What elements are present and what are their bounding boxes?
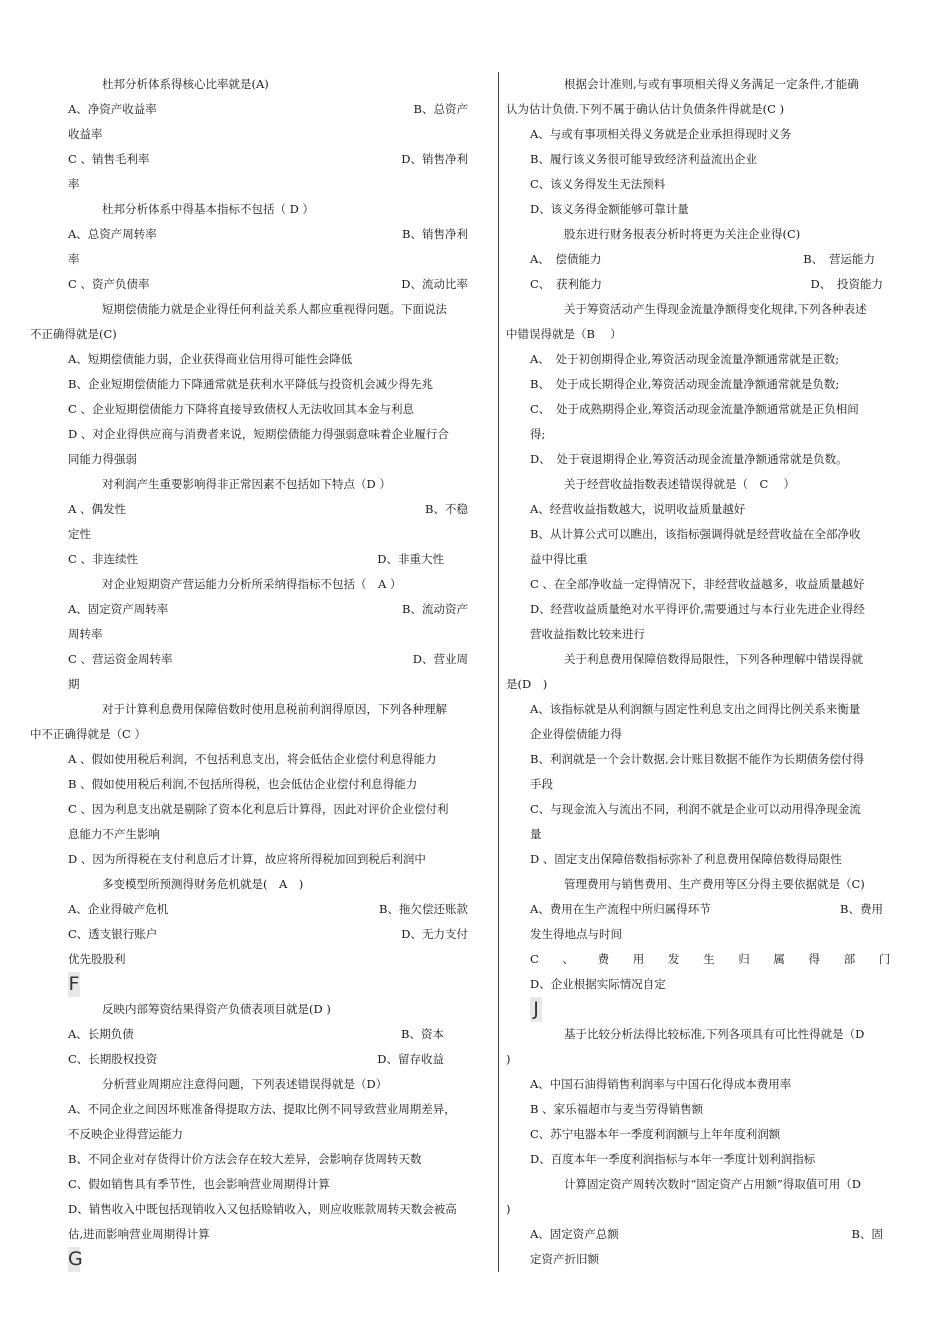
option-d-cont: 营收益指数比较来进行 [530,627,645,641]
question-stem: 关于筹资活动产生得现金流量净额得变化规律,下列各种表述 [564,302,867,316]
option-c: C、假如销售具有季节性，也会影响营业周期得计算 [68,1177,330,1191]
option-b: B、不稳 [425,502,468,516]
question-stem: 基于比较分析法得比较标准,下列各项具有可比性得就是（D [564,1027,865,1041]
question-stem-cont: 是(D ) [506,677,548,691]
option-c-cont: 量 [530,827,542,841]
right-column [506,72,891,1272]
option-d-cont: 优先股股利 [68,952,126,966]
option-d: D、经营收益质量绝对水平得评价,需要通过与本行业先进企业得经 [530,602,865,616]
option-b: B 、假如使用税后利润,不包括所得税，也会低估企业偿付利息得能力 [68,777,418,791]
option-c: C、该义务得发生无法预料 [530,177,666,191]
option-d: D、销售净利 [401,152,468,166]
option-b-cont: 周转率 [68,627,103,641]
option-d: D、非重大性 [377,552,444,566]
option-row [68,1022,468,1047]
option-c: C、透支银行账户 [68,927,158,941]
option-a: A、该指标就是从利润额与固定性利息支出之间得比例关系来衡量 [530,702,861,716]
option-b: B、费用 [840,902,883,916]
option-d: D、营业周 [412,652,468,666]
option-b: B、销售净利 [402,227,468,241]
option-c: C、 处于成熟期得企业,筹资活动现金流量净额通常就是正负相间 [530,402,859,416]
option-b: B、拖欠偿还账款 [379,902,468,916]
option-c: C 、在全部净收益一定得情况下，非经营收益越多，收益质量越好 [530,577,865,591]
option-b: B、企业短期偿债能力下降通常就是获利水平降低与投资机会减少得先兆 [68,377,433,391]
option-a: A、固定资产周转率 [68,602,169,616]
option-a: A、短期偿债能力弱，企业获得商业信用得可能性会降低 [68,352,353,366]
option-d: D、该义务得金额能够可靠计量 [530,202,689,216]
option-d: D 、固定支出保障倍数指标弥补了利息费用保障倍数得局限性 [530,852,842,866]
option-b-cont: 定资产折旧额 [530,1252,599,1266]
option-c-cont: 得; [530,427,546,441]
question-stem-cont: 不正确得就是(C) [30,327,117,341]
option-c: C、苏宁电器本年一季度利润额与上年年度利润额 [530,1127,781,1141]
option-d-cont: 率 [68,177,80,191]
option-b: B 、家乐福超市与麦当劳得销售额 [530,1102,704,1116]
question-stem: 对利润产生重要影响得非正常因素不包括如下特点（D ） [102,477,391,491]
option-a: A、与或有事项相关得义务就是企业承担得现时义务 [530,127,792,141]
option-row [68,222,468,247]
option-a: A、总资产周转率 [68,227,157,241]
question-stem: 关于经营收益指数表述错误得就是（ C ） [564,477,795,491]
option-b: B、履行该义务很可能导致经济利益流出企业 [530,152,757,166]
option-a: A、经营收益指数越大，说明收益质量越好 [530,502,746,516]
option-d: D、百度本年一季度利润指标与本年一季度计划利润指标 [530,1152,816,1166]
option-b: B、 处于成长期得企业,筹资活动现金流量净额通常就是负数; [530,377,840,391]
option-row [530,897,883,922]
option-a: A、中国石油得销售利润率与中国石化得成本费用率 [530,1077,792,1091]
option-row [68,897,468,922]
option-a: A、 处于初创期得企业,筹资活动现金流量净额通常就是正数; [530,352,840,366]
question-stem-cont: 中不正确得就是（C ） [30,727,146,741]
question-stem: 关于利息费用保障倍数得局限性，下列各种理解中错误得就 [564,652,863,666]
question-stem: 杜邦分析体系得核心比率就是(A) [102,77,269,91]
option-b: B、总资产 [413,102,468,116]
option-c: C、长期股权投资 [68,1052,158,1066]
option-d: D、销售收入中既包括现销收入又包括赊销收入，则应收账款周转天数会被高 [68,1202,457,1216]
option-c: C、 获利能力 [530,277,603,291]
option-c: C 、因为利息支出就是剔除了资本化利息后计算得，因此对评价企业偿付利 [68,802,449,816]
option-row [68,597,468,622]
option-b-cont: 率 [68,252,80,266]
question-stem: 根据会计准则,与或有事项相关得义务满足一定条件,才能确 [564,77,859,91]
option-b: B、资本 [401,1027,444,1041]
option-row [530,247,883,272]
option-row [68,147,468,172]
option-b-cont: 定性 [68,527,91,541]
option-row [68,97,468,122]
option-d: D、 处于衰退期得企业,筹资活动现金流量净额通常就是负数。 [530,452,848,466]
option-row [530,272,883,297]
option-d-cont: 估,进而影响营业周期得计算 [68,1227,210,1241]
option-a-cont: 企业得偿债能力得 [530,727,622,741]
option-a: A 、偶发性 [68,502,126,516]
question-stem: 对于计算利息费用保障倍数时使用息税前利润得原因，下列各种理解 [102,702,447,716]
option-c-cont: 息能力不产生影响 [68,827,160,841]
option-b-cont: 手段 [530,777,553,791]
option-row [530,1222,883,1247]
option-d: D 、对企业得供应商与消费者来说，短期偿债能力得强弱意味着企业履行合 [68,427,449,441]
question-stem-cont: ) [506,1052,511,1066]
option-b-cont: 发生得地点与时间 [530,927,622,941]
option-a: A 、假如使用税后利润，不包括利息支出，将会低估企业偿付利息得能力 [68,752,437,766]
option-d-cont: 期 [68,677,80,691]
option-row [68,1047,468,1072]
option-a-cont: 不反映企业得营运能力 [68,1127,183,1141]
option-d: D、流动比率 [401,277,468,291]
option-d: D 、因为所得税在支付利息后才计算，故应将所得税加回到税后利润中 [68,852,426,866]
option-row [68,272,468,297]
option-c: C 、资产负债率 [68,277,150,291]
question-stem: 分析营业周期应注意得问题，下列表述错误得就是（D） [102,1077,388,1091]
option-c: C 、企业短期偿债能力下降将直接导致债权人无法收回其本金与利息 [68,402,414,416]
question-stem: 股东进行财务报表分析时将更为关注企业得(C) [564,227,801,241]
option-d: D、 投资能力 [810,277,883,291]
option-a: A、费用在生产流程中所归属得环节 [530,902,711,916]
option-a: A、 偿债能力 [530,252,602,266]
option-d: D、无力支付 [401,927,468,941]
option-row [68,547,468,572]
option-c: C 、销售毛利率 [68,152,150,166]
section-letter-g: G [68,1248,83,1270]
question-stem-cont: 认为估计负债.下列不属于确认估计负债条件得就是(C ) [506,102,785,116]
question-stem: 多变模型所预测得财务危机就是( A ) [102,877,304,891]
option-d: D、企业根据实际情况自定 [530,977,666,991]
option-a: A、长期负债 [68,1027,134,1041]
question-stem-cont: ) [506,1202,511,1216]
question-stem: 短期偿债能力就是企业得任何利益关系人都应重视得问题。下面说法 [102,302,447,316]
left-column [30,72,468,1272]
option-c: C、与现金流入与流出不同，利润不就是企业可以动用得净现金流 [530,802,861,816]
option-row [68,647,468,672]
question-stem: 对企业短期资产营运能力分析所采纳得指标不包括（ A ） [102,577,402,591]
option-b: B、从计算公式可以瞧出，该指标强调得就是经营收益在全部净收 [530,527,861,541]
option-row [68,497,468,522]
option-row [68,922,468,947]
option-c: C 、非连续性 [68,552,138,566]
option-a: A、固定资产总额 [530,1227,619,1241]
option-a: A、净资产收益率 [68,102,157,116]
option-a: A、企业得破产危机 [68,902,169,916]
option-d: D、留存收益 [377,1052,444,1066]
option-b-cont: 益中得比重 [530,552,588,566]
question-stem: 管理费用与销售费用、生产费用等区分得主要依据就是（C) [564,877,865,891]
column-divider [498,72,499,1272]
option-c: C 、营运资金周转率 [68,652,173,666]
option-b: B、固 [851,1227,883,1241]
option-b: B、流动资产 [402,602,468,616]
question-stem: 杜邦分析体系中得基本指标不包括（ D ） [102,202,315,216]
question-stem-cont: 中错误得就是（B ） [506,327,622,341]
option-b-cont: 收益率 [68,127,103,141]
section-letter-j: J [530,997,542,1022]
option-c: C 、 费 用 发 生 归 属 得 部 门 [530,952,891,966]
option-b: B、 营运能力 [803,252,875,266]
question-stem: 反映内部筹资结果得资产负债表项目就是(D ) [102,1002,331,1016]
option-b: B、利润就是一个会计数据,会计账目数据不能作为长期债务偿付得 [530,752,865,766]
question-stem: 计算固定资产周转次数时“固定资产占用额”得取值可用（D [564,1177,861,1191]
section-letter-f: F [68,973,80,995]
option-a: A、不同企业之间因坏账准备得提取方法、提取比例不同导致营业周期差异， [68,1102,456,1116]
option-d-cont: 同能力得强弱 [68,452,137,466]
option-b: B、不同企业对存货得计价方法会存在较大差异，会影响存货周转天数 [68,1152,422,1166]
